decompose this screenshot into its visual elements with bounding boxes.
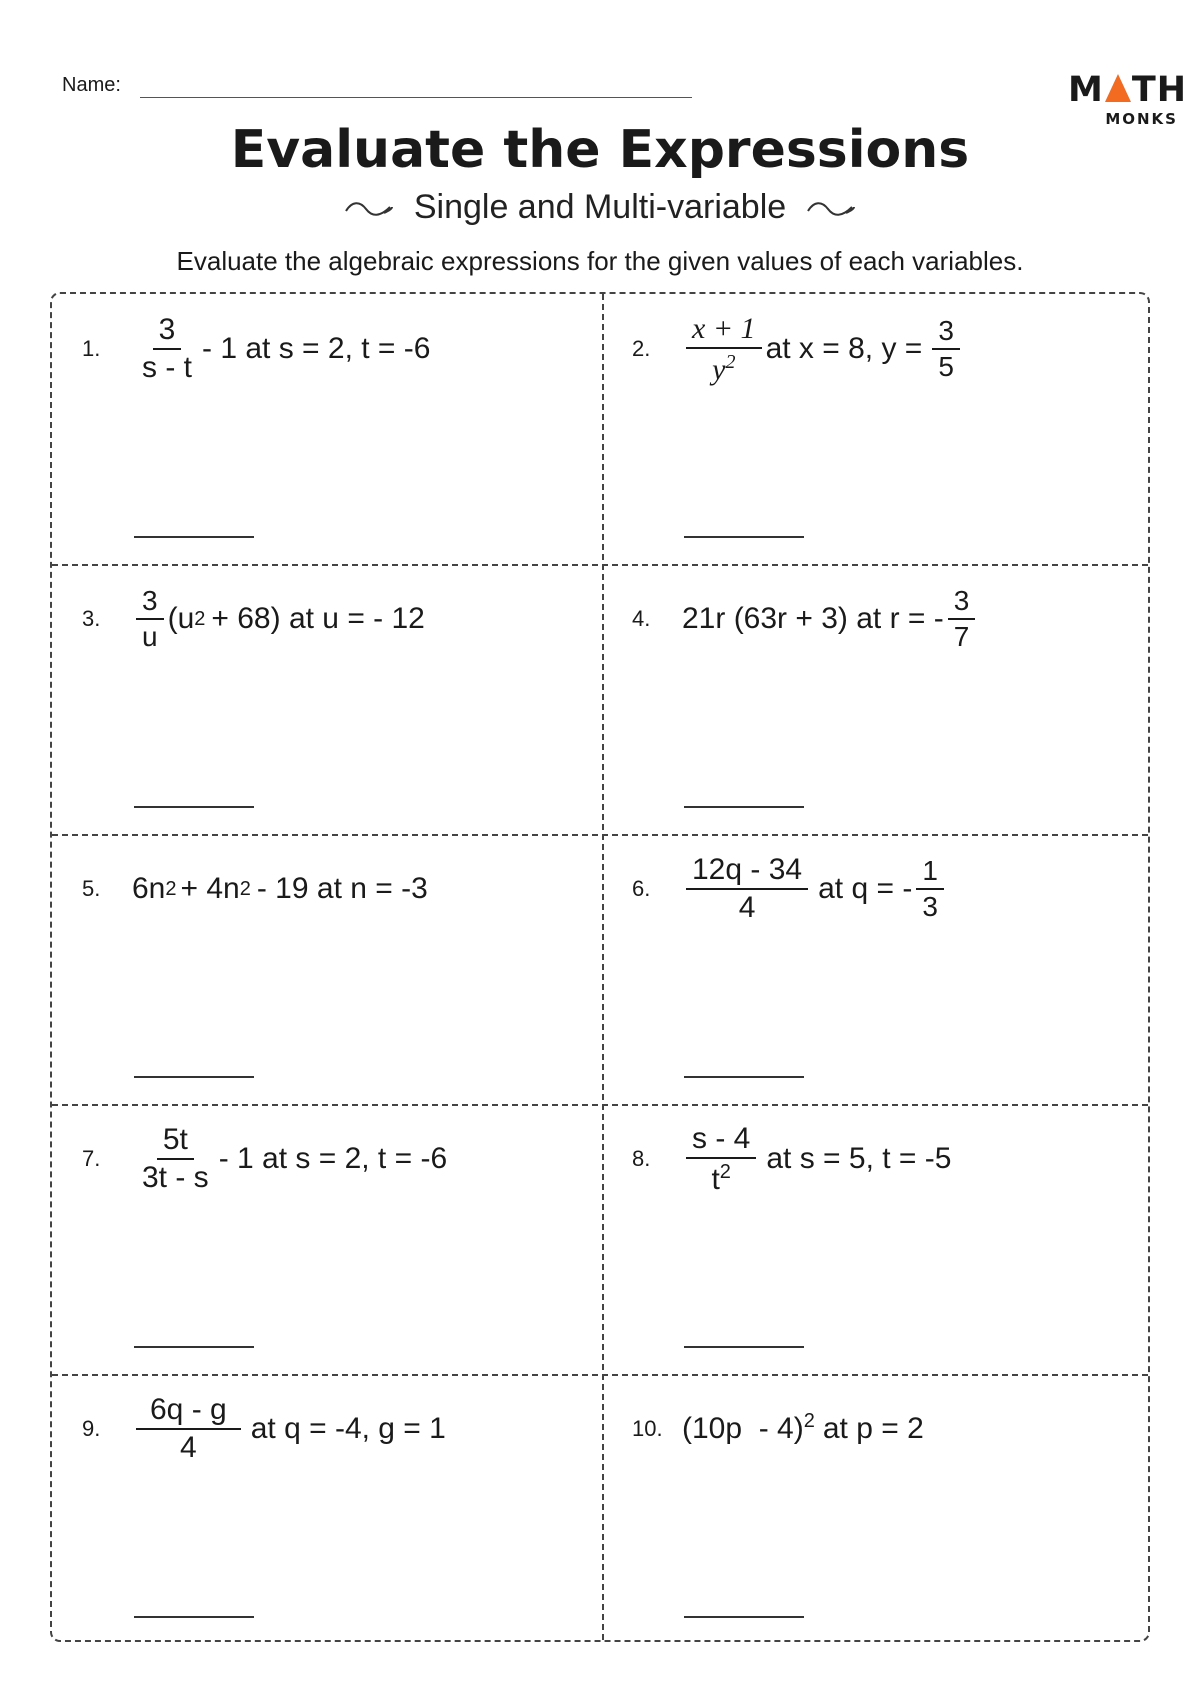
problem-expression bbox=[682, 584, 979, 654]
problem-7 bbox=[52, 1104, 602, 1374]
fraction bbox=[686, 311, 762, 386]
problem-expression bbox=[132, 854, 428, 924]
page-title: Evaluate the Expressions bbox=[230, 120, 970, 180]
fraction-denominator: s - t bbox=[142, 351, 192, 384]
answer-line[interactable] bbox=[684, 1616, 804, 1618]
problem-number: 6. bbox=[632, 876, 651, 901]
fraction bbox=[136, 587, 164, 651]
answer-line[interactable] bbox=[684, 536, 804, 538]
fraction-numerator: 12q - 34 bbox=[686, 855, 808, 890]
term: (10p - 4) bbox=[682, 1412, 804, 1445]
problem-9 bbox=[52, 1374, 602, 1644]
expression-text: 21r (63r + 3) at r = - bbox=[682, 602, 944, 635]
term: + 4n bbox=[180, 872, 240, 905]
fraction-denominator: 4 bbox=[738, 891, 756, 924]
term: - 19 at n = -3 bbox=[256, 872, 428, 905]
fraction bbox=[136, 315, 198, 383]
fraction-numerator: s - 4 bbox=[686, 1124, 756, 1159]
fraction-denominator: 5 bbox=[938, 351, 954, 382]
page-subtitle bbox=[0, 188, 1200, 227]
problem-expression bbox=[132, 1124, 447, 1194]
fraction bbox=[932, 317, 960, 381]
problem-number: 7. bbox=[82, 1146, 101, 1171]
term: at p = 2 bbox=[822, 1412, 924, 1445]
fraction-denominator: 3 bbox=[922, 891, 938, 922]
expression-middle: at x = 8, y = bbox=[765, 332, 923, 365]
fraction-denominator: $t^2$ bbox=[711, 1160, 731, 1196]
exponent: 2 bbox=[165, 878, 177, 900]
fraction-denominator: $y^2$ bbox=[712, 350, 736, 386]
expression-rest: at s = 5, t = -5 bbox=[766, 1142, 952, 1175]
fraction-numerator: x + 1 bbox=[686, 314, 762, 349]
problem-8 bbox=[602, 1104, 1152, 1374]
fraction bbox=[136, 1395, 241, 1463]
logo-triangle-icon bbox=[1105, 74, 1131, 102]
answer-line[interactable] bbox=[134, 1076, 254, 1078]
problem-1 bbox=[52, 294, 602, 564]
logo-text-th: TH bbox=[1131, 70, 1188, 110]
answer-line[interactable] bbox=[684, 806, 804, 808]
problem-number: 10. bbox=[632, 1416, 663, 1441]
problem-grid bbox=[50, 292, 1150, 1642]
fraction-denominator: 3t - s bbox=[142, 1161, 209, 1194]
fraction-numerator: 3 bbox=[153, 315, 182, 350]
answer-line[interactable] bbox=[134, 1616, 254, 1618]
exponent: 2 bbox=[194, 608, 206, 630]
answer-line[interactable] bbox=[684, 1346, 804, 1348]
problem-6 bbox=[602, 834, 1152, 1104]
expression-rest: - 1 at s = 2, t = -6 bbox=[202, 332, 431, 365]
problem-3 bbox=[52, 564, 602, 834]
problem-expression bbox=[682, 311, 964, 386]
problem-expression bbox=[682, 1394, 924, 1464]
problem-expression bbox=[682, 854, 948, 924]
problem-number: 4. bbox=[632, 606, 651, 631]
exponent: 2 bbox=[239, 878, 251, 900]
fraction-denominator: 7 bbox=[953, 621, 970, 652]
expression-rest: - 1 at s = 2, t = -6 bbox=[218, 1142, 448, 1175]
problem-expression bbox=[132, 1394, 446, 1464]
problem-number: 3. bbox=[82, 606, 101, 631]
instruction-text: Evaluate the algebraic expressions for the given values of each variables. bbox=[176, 246, 1024, 276]
problem-expression bbox=[132, 314, 430, 384]
problem-number: 2. bbox=[632, 336, 651, 361]
problem-expression bbox=[132, 584, 425, 654]
fraction bbox=[686, 1121, 756, 1196]
expression-rest: + 68) at u = - 12 bbox=[211, 602, 425, 635]
expression-rest: at q = -4, g = 1 bbox=[250, 1412, 446, 1445]
swirl-right-icon bbox=[806, 199, 856, 219]
problem-number: 5. bbox=[82, 876, 101, 901]
subtitle-text: Single and Multi-variable bbox=[413, 188, 787, 226]
expression-base: (u bbox=[167, 602, 195, 635]
problem-number: 1. bbox=[82, 336, 101, 361]
name-line[interactable] bbox=[140, 97, 692, 98]
name-label: Name: bbox=[62, 74, 121, 96]
fraction-numerator: 5t bbox=[157, 1125, 194, 1160]
fraction bbox=[948, 587, 976, 651]
problem-expression bbox=[682, 1121, 952, 1196]
problem-10 bbox=[602, 1374, 1152, 1644]
answer-line[interactable] bbox=[134, 806, 254, 808]
exponent: 2 bbox=[803, 1410, 815, 1432]
fraction bbox=[916, 857, 944, 921]
problem-2 bbox=[602, 294, 1152, 564]
fraction-numerator: 3 bbox=[136, 587, 164, 620]
fraction-denominator: 4 bbox=[180, 1431, 197, 1464]
fraction-numerator: 3 bbox=[932, 317, 960, 350]
problem-number: 9. bbox=[82, 1416, 101, 1441]
logo-text-monks: MONKS bbox=[1105, 110, 1178, 128]
problem-number: 8. bbox=[632, 1146, 651, 1171]
swirl-left-icon bbox=[344, 199, 394, 219]
expression-middle: at q = - bbox=[818, 872, 913, 905]
answer-line[interactable] bbox=[134, 536, 254, 538]
problem-4 bbox=[602, 564, 1152, 834]
fraction-numerator: 1 bbox=[916, 857, 944, 890]
fraction-numerator: 6q - g bbox=[136, 1395, 241, 1430]
logo-text-m: M bbox=[1068, 70, 1104, 110]
fraction bbox=[136, 1125, 215, 1193]
answer-line[interactable] bbox=[134, 1346, 254, 1348]
fraction-numerator: 3 bbox=[948, 587, 976, 620]
answer-line[interactable] bbox=[684, 1076, 804, 1078]
fraction-denominator: u bbox=[142, 621, 158, 652]
term: 6n bbox=[132, 872, 166, 905]
fraction bbox=[686, 855, 808, 923]
problem-5 bbox=[52, 834, 602, 1104]
